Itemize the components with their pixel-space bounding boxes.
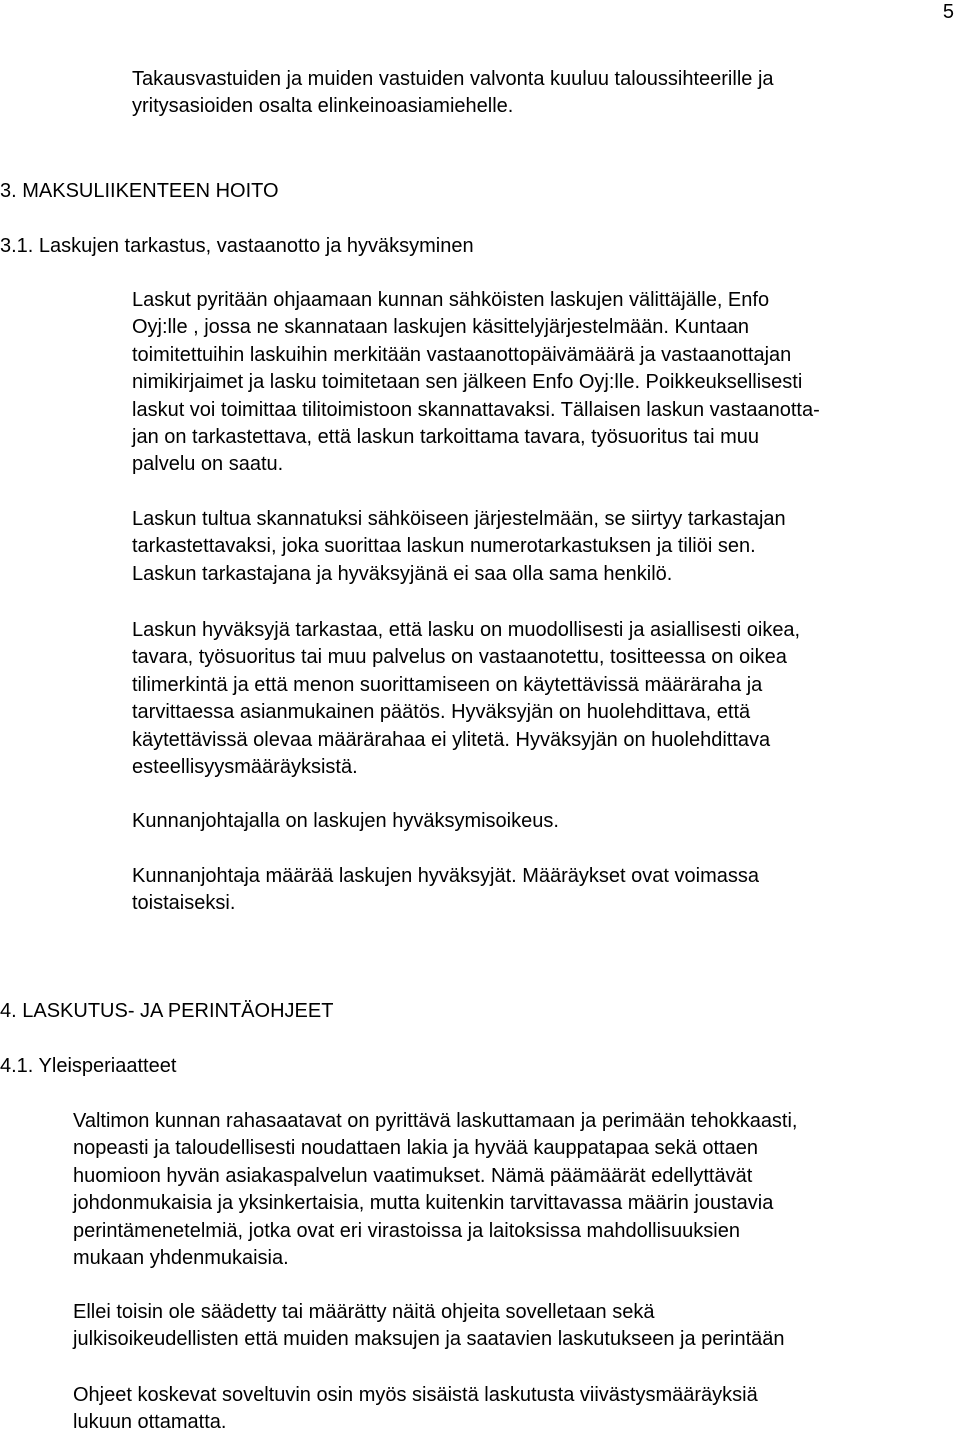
text-line: Kunnanjohtaja määrää laskujen hyväksyjät. Määräykset ovat voimassa	[132, 865, 759, 887]
text-line: yritysasioiden osalta elinkeinoasiamiehelle.	[132, 95, 514, 118]
text-line: Ellei toisin ole säädetty tai määrätty näitä ohjeita sovelletaan sekä	[73, 1301, 655, 1323]
text-line: nopeasti ja taloudellisesti noudattaen lakia ja hyvää kauppatapaa sekä ottaen	[73, 1137, 758, 1160]
text-line: laskut voi toimittaa tilitoimistoon skannattavaksi. Tällaisen laskun vastaanotta-	[132, 398, 820, 421]
text-line: tarvittaessa asianmukainen päätös. Hyväksyjän on huolehdittava, että	[132, 701, 751, 724]
paragraph-4-1-b	[73, 1299, 785, 1354]
text-line: mukaan yhdenmukaisia.	[73, 1247, 289, 1270]
text-line: toistaiseksi.	[132, 892, 236, 915]
paragraph-3-1-e	[132, 863, 759, 918]
subsection-heading-text: 4.1. Yleisperiaatteet	[0, 1055, 177, 1077]
text-line: tilimerkintä ja että menon suorittamiseen on käytettävissä määräraha ja	[132, 673, 763, 696]
text-line: Ohjeet koskevat soveltuvin osin myös sisäistä laskutusta viivästysmääräyksiä	[73, 1384, 758, 1406]
section-heading-3	[0, 178, 279, 205]
text-line: käytettävissä olevaa määrärahaa ei ylitetä. Hyväksyjän on huolehdittava	[132, 728, 771, 751]
paragraph-3-1-a	[132, 287, 820, 479]
text-line: johdonmukaisia ja yksinkertaisia, mutta kuitenkin tarvittavassa määrin joustavia	[73, 1192, 774, 1215]
section-heading-text: 3. MAKSULIIKENTEEN HOITO	[0, 180, 279, 202]
subsection-heading-4-1	[0, 1053, 176, 1080]
paragraph-3-1-d	[132, 808, 559, 835]
text-line: Takausvastuiden ja muiden vastuiden valvonta kuuluu taloussihteerille ja	[132, 68, 774, 90]
intro-paragraph	[132, 66, 774, 121]
text-line: Laskut pyritään ohjaamaan kunnan sähköisten laskujen välittäjälle, Enfo	[132, 289, 770, 311]
text-line: nimikirjaimet ja lasku toimitetaan sen jälkeen Enfo Oyj:lle. Poikkeuksellisesti	[132, 371, 803, 394]
section-heading-4	[0, 998, 333, 1025]
text-line: perintämenetelmiä, jotka ovat eri virastoissa ja laitoksissa mahdollisuuksien	[73, 1219, 740, 1242]
text-line: palvelu on saatu.	[132, 453, 284, 476]
text-line: jan on tarkastettava, että laskun tarkoittama tavara, työsuoritus tai muu	[132, 426, 759, 449]
text-line: Laskun tultua skannatuksi sähköiseen järjestelmään, se siirtyy tarkastajan	[132, 508, 786, 530]
text-line: huomioon hyvän asiakaspalvelun vaatimukset. Nämä päämäärät edellyttävät	[73, 1164, 753, 1187]
text-line: lukuun ottamatta.	[73, 1411, 227, 1434]
paragraph-4-1-c	[73, 1382, 758, 1437]
text-line: esteellisyysmääräyksistä.	[132, 756, 358, 779]
paragraph-3-1-b	[132, 506, 786, 588]
subsection-heading-3-1	[0, 233, 474, 260]
paragraph-4-1-a	[73, 1108, 798, 1272]
subsection-heading-text: 3.1. Laskujen tarkastus, vastaanotto ja hyväksyminen	[0, 235, 474, 257]
text-line: Valtimon kunnan rahasaatavat on pyrittävä laskuttamaan ja perimään tehokkaasti,	[73, 1110, 798, 1132]
text-line: tavara, työsuoritus tai muu palvelus on vastaanotettu, tositteessa on oikea	[132, 646, 787, 669]
text-line: Oyj:lle , jossa ne skannataan laskujen käsittelyjärjestelmään. Kuntaan	[132, 316, 750, 339]
text-line: Laskun tarkastajana ja hyväksyjänä ei saa olla sama henkilö.	[132, 562, 673, 585]
text-line: Laskun hyväksyjä tarkastaa, että lasku on muodollisesti ja asiallisesti oikea,	[132, 619, 801, 641]
text-line: julkisoikeudellisten että muiden maksujen ja saatavien laskutukseen ja perintään	[73, 1328, 785, 1351]
text-line: tarkastettavaksi, joka suorittaa laskun numerotarkastuksen ja tiliöi sen.	[132, 535, 756, 558]
text-line: toimitettuihin laskuihin merkitään vastaanottopäivämäärä ja vastaanottajan	[132, 343, 792, 366]
section-heading-text: 4. LASKUTUS- JA PERINTÄOHJEET	[0, 1000, 334, 1022]
text-line: Kunnanjohtajalla on laskujen hyväksymisoikeus.	[132, 810, 559, 832]
paragraph-3-1-c	[132, 617, 800, 781]
page-number: 5	[942, 1, 954, 23]
